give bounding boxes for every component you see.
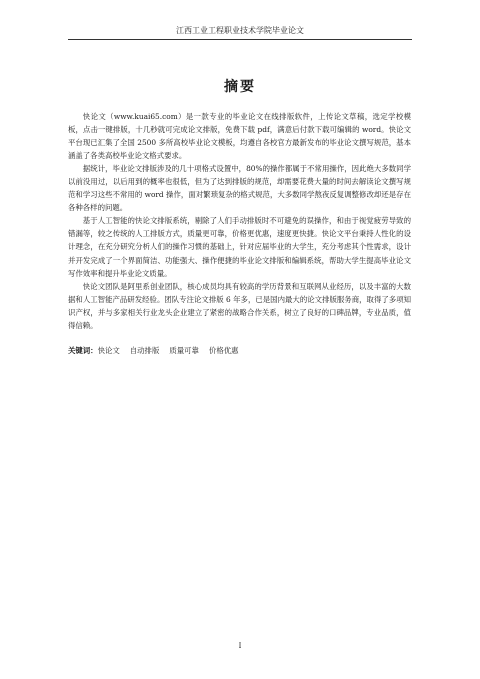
keywords-line	[68, 344, 249, 357]
keyword: 价格优惠	[208, 346, 239, 355]
header-rule	[68, 39, 412, 40]
abstract-paragraph-2: 据统计，毕业论文排版涉及的几十项格式设置中，80%的操作都属于不常用操作，因此绝大多数同学以前没用过，以后用到的概率也很低，但为了达到排版的规范，却需要花费大量的时间去解读论文撰写规范和学习这些不常用的 word 操作，面对繁琐复杂的格式规范，大多数同学熬夜反复调整修改却还是存在各种各样的问题。	[68, 164, 411, 213]
abstract-body	[68, 110, 411, 332]
abstract-title: 摘要	[224, 79, 256, 95]
running-header: 江西工业工程职业技术学院毕业论文	[176, 26, 304, 35]
keywords-label: 关键词：	[68, 346, 98, 355]
keyword: 自动排版	[129, 346, 160, 355]
keyword: 快论文	[97, 346, 120, 355]
abstract-paragraph-3: 基于人工智能的快论文排版系统，剔除了人们手动排版时不可避免的误操作，和由于视觉疲劳导致的错漏等，较之传统的人工排版方式，质量更可靠，价格更优惠，速度更快捷。快论文平台秉持人性化的设计理念，在充分研究分析人们的操作习惯的基础上，针对应届毕业的大学生，充分考虑其个性需求，设计并开发完成了一个界面简洁、功能强大、操作便捷的毕业论文排版和编辑系统，帮助大学生提高毕业论文写作效率和提升毕业论文质量。	[68, 216, 411, 278]
keyword: 质量可靠	[169, 346, 199, 355]
page-number: I	[238, 642, 242, 650]
abstract-paragraph-1: 快论文（www.kuai65.com）是一款专业的毕业论文在线排版软件，上传论文草稿，选定学校模板，点击一键排版，十几秒就可完成论文排版，免费下载 pdf，满意后付款下载可编辑的 word。快论文平台现已汇集了全国 2500 多所高校毕业论文模板，均遵自各校官方最新发布的毕业论文撰写规范，基本涵盖了各类高校毕业论文格式要求。	[68, 112, 411, 161]
abstract-paragraph-4: 快论文团队是阿里系创业团队，核心成员均具有较高的学历背景和互联网从业经历，以及丰富的大数据和人工智能产品研发经验。团队专注论文排版 6 年多，已是国内最大的论文排版服务商，取得了多项知识产权，并与多家相关行业龙头企业建立了紧密的战略合作关系，树立了良好的口碑品牌，专业品质，值得信赖。	[68, 281, 411, 330]
